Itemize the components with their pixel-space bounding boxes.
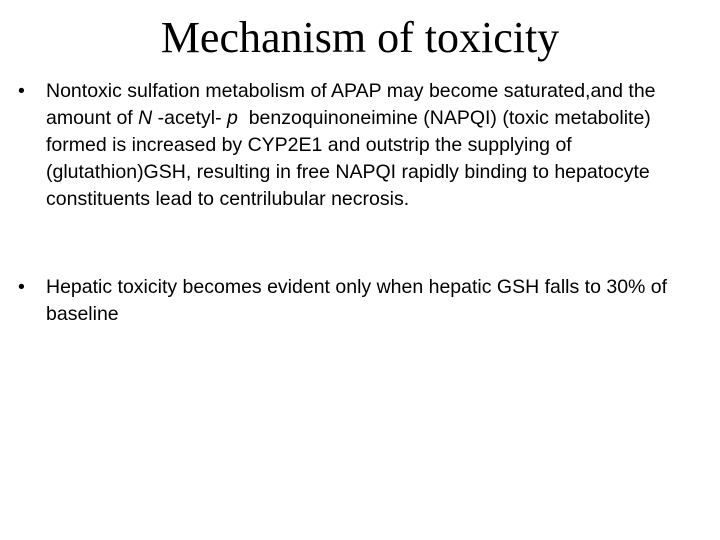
- italic-n: N: [138, 107, 153, 129]
- bullet-item-sulfation: [18, 78, 698, 213]
- slide-title: Mechanism of toxicity: [160, 13, 560, 62]
- bullet-text-segment: -acetyl-: [152, 107, 227, 129]
- bullet-text-segment: Hepatic toxicity becomes evident only when hepatic GSH falls to 30% of baseline: [46, 276, 668, 325]
- bullet-list: [18, 78, 698, 328]
- bullet-dot-icon: •: [18, 276, 25, 298]
- bullet-text: [46, 78, 698, 213]
- bullet-item-hepatic-toxicity: [18, 274, 698, 328]
- bullet-text-segment: Nontoxic sulfation metabolism of APAP may become saturated,and the amount of: [46, 80, 656, 129]
- bullet-text-segment: benzoquinoneimine (NAPQI) (toxic metabolite) formed is increased by CYP2E1 and outstrip the supplying of (glutathion)GSH, resulting in free NAPQI rapidly binding to hepatocyte constituents lead to centrilubular necrosis.: [46, 107, 657, 210]
- bullet-dot-icon: •: [18, 80, 25, 102]
- bullet-text: [46, 274, 698, 328]
- italic-p: p: [227, 107, 238, 129]
